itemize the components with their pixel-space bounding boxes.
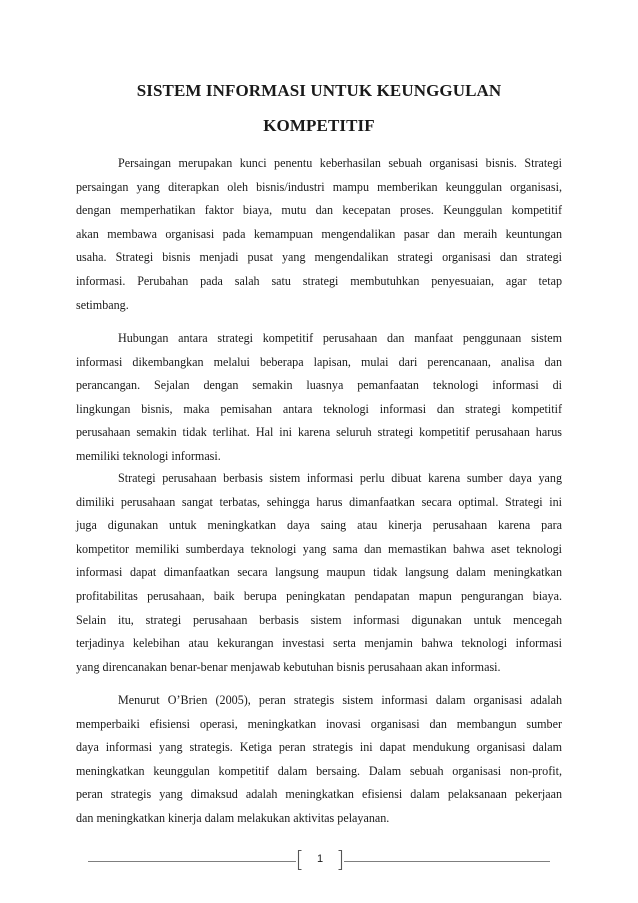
paragraph-line: dan meningkatkan kinerja dalam melakukan aktivitas pelayanan.: [76, 810, 390, 825]
paragraph-line: informasi dikembangkan melalui beberapa lapisan, mulai dari perencanaan, analisa dan: [76, 354, 562, 369]
paragraph-line: perancangan. Sejalan dengan semakin luasnya pemanfaatan teknologi informasi di: [76, 378, 562, 393]
paragraph-line: lingkungan bisnis, maka pemisahan antara teknologi informasi dan strategi kompetitif: [76, 401, 562, 416]
paragraph-line: akan membawa organisasi pada kemampuan mengendalikan pasar dan meraih keuntungan: [76, 226, 562, 241]
paragraph-4: [76, 689, 562, 831]
paragraph-line: dimiliki perusahaan sangat terbatas, sehingga harus dimanfaatkan secara optimal. Strategi ini: [76, 494, 562, 509]
paragraph-line: Persaingan merupakan kunci penentu keberhasilan sebuah organisasi bisnis. Strategi: [118, 156, 562, 170]
paragraph-line: yang direncanakan benar-benar menjawab kebutuhan bisnis perusahaan akan informasi.: [76, 659, 501, 674]
page-number-box: [297, 850, 343, 872]
paragraph-2: [76, 327, 562, 469]
paragraph-line: memperbaiki efisiensi operasi, meningkatkan inovasi organisasi dan membangun sumber: [76, 716, 562, 731]
paragraph-line: peran strategis yang dimaksud adalah meningkatkan efisiensi dalam pelaksanaan pekerjaan: [76, 787, 562, 802]
document-title-line-1: SISTEM INFORMASI UNTUK KEUNGGULAN: [136, 81, 502, 100]
paragraph-line: usaha. Strategi bisnis menjadi pusat yang mengendalikan strategi organisasi dan strategi: [76, 250, 562, 265]
page-number: 1: [316, 853, 324, 865]
paragraph-line: Strategi perusahaan berbasis sistem informasi perlu dibuat karena sumber daya yang: [118, 471, 562, 485]
paragraph-line: memiliki teknologi informasi.: [76, 448, 221, 463]
footer-rule-right: [344, 861, 550, 862]
paragraph-line: terjadinya kelebihan atau kekurangan investasi serta menjamin bahwa teknologi informasi: [76, 636, 562, 651]
paragraph-line: informasi dapat dimanfaatkan secara langsung maupun tidak langsung dalam meningkatkan: [76, 565, 562, 580]
paragraph-line: daya informasi yang strategis. Ketiga peran strategis ini dapat mendukung organisasi dalam: [76, 740, 562, 755]
paragraph-3: [76, 467, 562, 679]
right-brace-icon: [338, 850, 343, 870]
footer-rule-left: [88, 861, 296, 862]
paragraph-line: Selain itu, strategi perusahaan berbasis sistem informasi digunakan untuk mencegah: [76, 612, 562, 627]
document-title-line-2: KOMPETITIF: [263, 116, 375, 135]
paragraph-line: Menurut O’Brien (2005), peran strategis sistem informasi dalam organisasi adalah: [118, 693, 562, 707]
paragraph-line: perusahaan semakin tidak terlihat. Hal ini karena seluruh strategi kompetitif perusahaan harus: [76, 425, 562, 440]
paragraph-line: persaingan yang diterapkan oleh bisnis/industri mampu memberikan keunggulan organisasi,: [76, 179, 562, 194]
paragraph-1: [76, 152, 562, 317]
paragraph-line: profitabilitas perusahaan, baik berupa peningkatan pendapatan mapun pengurangan biaya.: [76, 588, 562, 603]
paragraph-line: juga digunakan untuk meningkatkan daya saing atau kinerja perusahaan karena para: [76, 518, 562, 533]
paragraph-line: Hubungan antara strategi kompetitif perusahaan dan manfaat penggunaan sistem: [118, 331, 562, 345]
paragraph-line: meningkatkan keunggulan kompetitif dalam bersaing. Dalam sebuah organisasi non-profit,: [76, 763, 562, 778]
paragraph-line: informasi. Perubahan pada salah satu strategi membutuhkan penyesuaian, agar tetap: [76, 273, 562, 288]
paragraph-line: kompetitor memiliki sumberdaya teknologi yang sama dan memastikan bahwa aset teknologi: [76, 541, 562, 556]
paragraph-line: dengan memperhatikan faktor biaya, mutu dan kecepatan proses. Keunggulan kompetitif: [76, 203, 562, 218]
paragraph-line: setimbang.: [76, 297, 129, 312]
